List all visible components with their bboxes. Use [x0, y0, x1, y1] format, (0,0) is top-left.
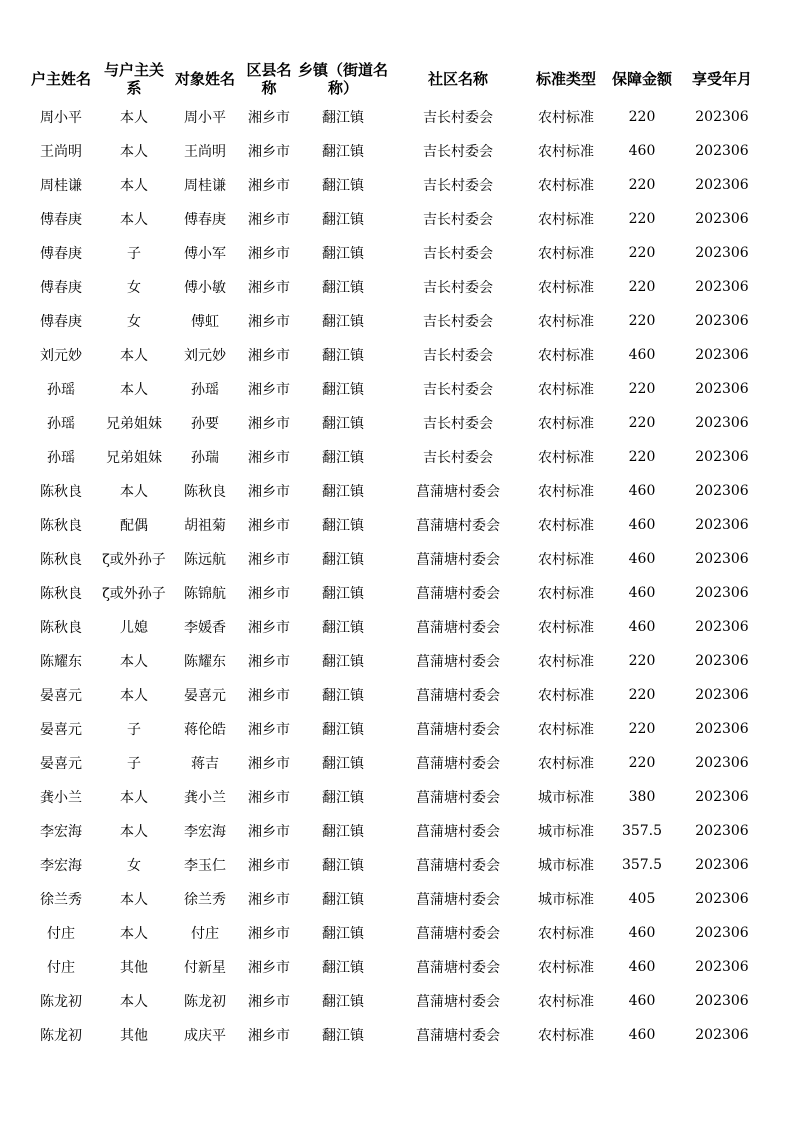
cell-town: 翻江镇 [322, 382, 364, 398]
header-amount: 保障金额 [611, 70, 672, 88]
cell-amount: 220 [628, 279, 656, 295]
table-row [24, 406, 764, 440]
cell-household-head: 陈龙初 [40, 994, 82, 1010]
cell-household-head: 陈秋良 [40, 586, 82, 602]
cell-household-head: 刘元妙 [40, 348, 82, 364]
header-town: 乡镇（街道名称） [298, 61, 388, 97]
cell-county: 湘乡市 [248, 518, 290, 534]
cell-relation: 子 [127, 246, 141, 262]
cell-county: 湘乡市 [248, 552, 290, 568]
cell-relation: 本人 [120, 484, 148, 500]
table-row [24, 678, 764, 712]
cell-year-month: 202306 [695, 449, 749, 465]
cell-year-month: 202306 [695, 109, 749, 125]
cell-community: 吉长村委会 [423, 314, 493, 330]
cell-year-month: 202306 [695, 347, 749, 363]
cell-year-month: 202306 [695, 245, 749, 261]
cell-community: 菖蒲塘村委会 [416, 824, 500, 840]
cell-year-month: 202306 [695, 381, 749, 397]
cell-community: 吉长村委会 [423, 246, 493, 262]
cell-town: 翻江镇 [322, 348, 364, 364]
cell-standard-type: 农村标准 [538, 552, 594, 568]
table-row [24, 372, 764, 406]
cell-amount: 460 [628, 517, 656, 533]
cell-county: 湘乡市 [248, 620, 290, 636]
table-row [24, 134, 764, 168]
table-row [24, 236, 764, 270]
cell-county: 湘乡市 [248, 722, 290, 738]
table-row [24, 474, 764, 508]
cell-county: 湘乡市 [248, 1028, 290, 1044]
table-row [24, 270, 764, 304]
cell-year-month: 202306 [695, 925, 749, 941]
cell-county: 湘乡市 [248, 450, 290, 466]
cell-standard-type: 农村标准 [538, 654, 594, 670]
cell-recipient-name: 周小平 [184, 110, 226, 126]
cell-recipient-name: 成庆平 [184, 1028, 226, 1044]
table-row [24, 202, 764, 236]
cell-town: 翻江镇 [322, 552, 364, 568]
cell-county: 湘乡市 [248, 144, 290, 160]
cell-community: 吉长村委会 [423, 212, 493, 228]
cell-amount: 220 [628, 109, 656, 125]
cell-relation: 兄弟姐妹 [106, 450, 162, 466]
cell-amount: 460 [628, 143, 656, 159]
cell-recipient-name: 陈龙初 [184, 994, 226, 1010]
cell-town: 翻江镇 [322, 518, 364, 534]
cell-standard-type: 农村标准 [538, 756, 594, 772]
cell-town: 翻江镇 [322, 144, 364, 160]
cell-community: 菖蒲塘村委会 [416, 484, 500, 500]
table-row [24, 712, 764, 746]
table-row [24, 440, 764, 474]
cell-standard-type: 城市标准 [538, 824, 594, 840]
cell-recipient-name: 周桂谦 [184, 178, 226, 194]
cell-community: 菖蒲塘村委会 [416, 1028, 500, 1044]
cell-community: 吉长村委会 [423, 348, 493, 364]
cell-year-month: 202306 [695, 585, 749, 601]
cell-year-month: 202306 [695, 313, 749, 329]
cell-town: 翻江镇 [322, 620, 364, 636]
cell-recipient-name: 陈秋良 [184, 484, 226, 500]
table-row [24, 168, 764, 202]
cell-community: 菖蒲塘村委会 [416, 722, 500, 738]
table-row [24, 304, 764, 338]
table-row [24, 814, 764, 848]
cell-year-month: 202306 [695, 993, 749, 1009]
table-row [24, 746, 764, 780]
cell-relation: ζ或外孙子 [102, 586, 166, 602]
header-relation: 与户主关系 [103, 61, 164, 97]
table-row [24, 984, 764, 1018]
cell-county: 湘乡市 [248, 348, 290, 364]
cell-household-head: 孙瑶 [47, 416, 75, 432]
cell-year-month: 202306 [695, 211, 749, 227]
cell-household-head: 李宏海 [40, 858, 82, 874]
cell-community: 菖蒲塘村委会 [416, 960, 500, 976]
cell-recipient-name: 晏喜元 [184, 688, 226, 704]
cell-standard-type: 农村标准 [538, 178, 594, 194]
table-header [24, 58, 764, 100]
cell-recipient-name: 陈远航 [184, 552, 226, 568]
cell-community: 吉长村委会 [423, 178, 493, 194]
cell-county: 湘乡市 [248, 858, 290, 874]
cell-household-head: 龚小兰 [40, 790, 82, 806]
cell-standard-type: 农村标准 [538, 348, 594, 364]
table-row [24, 950, 764, 984]
cell-household-head: 傅春庚 [40, 212, 82, 228]
cell-town: 翻江镇 [322, 994, 364, 1010]
cell-standard-type: 农村标准 [538, 620, 594, 636]
cell-amount: 220 [628, 245, 656, 261]
cell-recipient-name: 孙要 [191, 416, 219, 432]
cell-amount: 220 [628, 687, 656, 703]
cell-amount: 220 [628, 381, 656, 397]
cell-year-month: 202306 [695, 721, 749, 737]
table-row [24, 848, 764, 882]
cell-amount: 220 [628, 449, 656, 465]
cell-relation: 本人 [120, 212, 148, 228]
cell-relation: 其他 [120, 960, 148, 976]
cell-community: 菖蒲塘村委会 [416, 688, 500, 704]
cell-town: 翻江镇 [322, 246, 364, 262]
cell-amount: 220 [628, 211, 656, 227]
cell-standard-type: 农村标准 [538, 382, 594, 398]
cell-town: 翻江镇 [322, 790, 364, 806]
cell-year-month: 202306 [695, 551, 749, 567]
cell-town: 翻江镇 [322, 212, 364, 228]
cell-household-head: 孙瑶 [47, 450, 75, 466]
document-page [24, 58, 764, 1052]
cell-relation: 其他 [120, 1028, 148, 1044]
cell-recipient-name: 李媛香 [184, 620, 226, 636]
cell-year-month: 202306 [695, 891, 749, 907]
table-row [24, 644, 764, 678]
cell-standard-type: 城市标准 [538, 790, 594, 806]
cell-town: 翻江镇 [322, 654, 364, 670]
header-household-head: 户主姓名 [30, 70, 91, 88]
cell-town: 翻江镇 [322, 824, 364, 840]
cell-recipient-name: 孙瑞 [191, 450, 219, 466]
cell-town: 翻江镇 [322, 960, 364, 976]
cell-community: 菖蒲塘村委会 [416, 926, 500, 942]
cell-town: 翻江镇 [322, 416, 364, 432]
cell-town: 翻江镇 [322, 1028, 364, 1044]
cell-standard-type: 农村标准 [538, 212, 594, 228]
cell-community: 吉长村委会 [423, 280, 493, 296]
cell-relation: 本人 [120, 824, 148, 840]
cell-community: 菖蒲塘村委会 [416, 994, 500, 1010]
cell-community: 菖蒲塘村委会 [416, 892, 500, 908]
cell-amount: 460 [628, 483, 656, 499]
cell-recipient-name: 龚小兰 [184, 790, 226, 806]
cell-standard-type: 农村标准 [538, 688, 594, 704]
cell-amount: 380 [628, 789, 656, 805]
cell-standard-type: 农村标准 [538, 450, 594, 466]
cell-recipient-name: 傅春庚 [184, 212, 226, 228]
cell-amount: 220 [628, 313, 656, 329]
cell-community: 菖蒲塘村委会 [416, 790, 500, 806]
cell-standard-type: 农村标准 [538, 416, 594, 432]
header-county: 区县名称 [246, 61, 292, 97]
cell-relation: 本人 [120, 926, 148, 942]
cell-relation: ζ或外孙子 [102, 552, 166, 568]
cell-relation: 女 [127, 280, 141, 296]
cell-year-month: 202306 [695, 279, 749, 295]
cell-standard-type: 农村标准 [538, 314, 594, 330]
cell-community: 菖蒲塘村委会 [416, 518, 500, 534]
cell-year-month: 202306 [695, 687, 749, 703]
cell-relation: 女 [127, 314, 141, 330]
cell-year-month: 202306 [695, 143, 749, 159]
table-row [24, 916, 764, 950]
cell-standard-type: 农村标准 [538, 722, 594, 738]
cell-recipient-name: 李宏海 [184, 824, 226, 840]
cell-amount: 220 [628, 653, 656, 669]
table-body [24, 100, 764, 1052]
cell-county: 湘乡市 [248, 790, 290, 806]
table-row [24, 576, 764, 610]
cell-relation: 兄弟姐妹 [106, 416, 162, 432]
cell-community: 吉长村委会 [423, 382, 493, 398]
cell-amount: 460 [628, 551, 656, 567]
cell-standard-type: 城市标准 [538, 858, 594, 874]
cell-amount: 220 [628, 755, 656, 771]
cell-amount: 460 [628, 619, 656, 635]
cell-standard-type: 农村标准 [538, 586, 594, 602]
cell-relation: 本人 [120, 382, 148, 398]
cell-year-month: 202306 [695, 789, 749, 805]
cell-recipient-name: 付庄 [191, 926, 219, 942]
cell-relation: 本人 [120, 790, 148, 806]
cell-household-head: 晏喜元 [40, 756, 82, 772]
cell-county: 湘乡市 [248, 178, 290, 194]
cell-county: 湘乡市 [248, 314, 290, 330]
cell-county: 湘乡市 [248, 756, 290, 772]
cell-town: 翻江镇 [322, 926, 364, 942]
cell-community: 吉长村委会 [423, 416, 493, 432]
table-row [24, 542, 764, 576]
cell-standard-type: 农村标准 [538, 1028, 594, 1044]
cell-county: 湘乡市 [248, 382, 290, 398]
cell-county: 湘乡市 [248, 926, 290, 942]
cell-recipient-name: 傅小敏 [184, 280, 226, 296]
cell-county: 湘乡市 [248, 824, 290, 840]
header-standard-type: 标准类型 [535, 70, 596, 88]
cell-household-head: 陈秋良 [40, 552, 82, 568]
cell-household-head: 傅春庚 [40, 314, 82, 330]
cell-household-head: 付庄 [47, 960, 75, 976]
cell-standard-type: 城市标准 [538, 892, 594, 908]
table-row [24, 780, 764, 814]
cell-town: 翻江镇 [322, 858, 364, 874]
cell-year-month: 202306 [695, 619, 749, 635]
cell-community: 菖蒲塘村委会 [416, 654, 500, 670]
cell-recipient-name: 傅小军 [184, 246, 226, 262]
cell-recipient-name: 蒋吉 [191, 756, 219, 772]
cell-town: 翻江镇 [322, 280, 364, 296]
cell-amount: 460 [628, 993, 656, 1009]
cell-amount: 460 [628, 347, 656, 363]
cell-town: 翻江镇 [322, 586, 364, 602]
cell-standard-type: 农村标准 [538, 960, 594, 976]
cell-household-head: 王尚明 [40, 144, 82, 160]
cell-amount: 220 [628, 177, 656, 193]
cell-relation: 子 [127, 756, 141, 772]
cell-relation: 本人 [120, 110, 148, 126]
cell-town: 翻江镇 [322, 756, 364, 772]
cell-relation: 本人 [120, 348, 148, 364]
cell-relation: 本人 [120, 892, 148, 908]
cell-recipient-name: 刘元妙 [184, 348, 226, 364]
cell-recipient-name: 徐兰秀 [184, 892, 226, 908]
cell-household-head: 陈耀东 [40, 654, 82, 670]
cell-year-month: 202306 [695, 653, 749, 669]
cell-standard-type: 农村标准 [538, 246, 594, 262]
table-row [24, 610, 764, 644]
cell-town: 翻江镇 [322, 484, 364, 500]
cell-community: 吉长村委会 [423, 110, 493, 126]
cell-community: 吉长村委会 [423, 144, 493, 160]
cell-community: 菖蒲塘村委会 [416, 756, 500, 772]
table-row [24, 338, 764, 372]
cell-relation: 本人 [120, 144, 148, 160]
cell-relation: 本人 [120, 994, 148, 1010]
cell-household-head: 付庄 [47, 926, 75, 942]
cell-county: 湘乡市 [248, 110, 290, 126]
cell-household-head: 晏喜元 [40, 722, 82, 738]
cell-county: 湘乡市 [248, 416, 290, 432]
cell-year-month: 202306 [695, 415, 749, 431]
cell-standard-type: 农村标准 [538, 994, 594, 1010]
cell-household-head: 傅春庚 [40, 280, 82, 296]
cell-county: 湘乡市 [248, 892, 290, 908]
cell-recipient-name: 陈耀东 [184, 654, 226, 670]
cell-year-month: 202306 [695, 177, 749, 193]
cell-year-month: 202306 [695, 857, 749, 873]
cell-household-head: 晏喜元 [40, 688, 82, 704]
cell-county: 湘乡市 [248, 960, 290, 976]
table-row [24, 100, 764, 134]
cell-amount: 460 [628, 959, 656, 975]
cell-county: 湘乡市 [248, 212, 290, 228]
header-row [24, 58, 764, 100]
cell-household-head: 周桂谦 [40, 178, 82, 194]
cell-standard-type: 农村标准 [538, 926, 594, 942]
subsidy-table [24, 58, 764, 1052]
cell-community: 菖蒲塘村委会 [416, 552, 500, 568]
cell-recipient-name: 李玉仁 [184, 858, 226, 874]
cell-relation: 本人 [120, 688, 148, 704]
cell-household-head: 周小平 [40, 110, 82, 126]
cell-county: 湘乡市 [248, 654, 290, 670]
cell-year-month: 202306 [695, 959, 749, 975]
cell-standard-type: 农村标准 [538, 518, 594, 534]
header-community: 社区名称 [427, 70, 488, 88]
cell-standard-type: 农村标准 [538, 484, 594, 500]
cell-town: 翻江镇 [322, 688, 364, 704]
cell-community: 菖蒲塘村委会 [416, 586, 500, 602]
cell-household-head: 陈秋良 [40, 518, 82, 534]
cell-year-month: 202306 [695, 517, 749, 533]
cell-household-head: 李宏海 [40, 824, 82, 840]
cell-amount: 220 [628, 721, 656, 737]
cell-recipient-name: 孙瑶 [191, 382, 219, 398]
table-row [24, 508, 764, 542]
cell-relation: 本人 [120, 654, 148, 670]
cell-household-head: 陈秋良 [40, 484, 82, 500]
cell-county: 湘乡市 [248, 688, 290, 704]
cell-household-head: 傅春庚 [40, 246, 82, 262]
cell-standard-type: 农村标准 [538, 144, 594, 160]
cell-county: 湘乡市 [248, 246, 290, 262]
cell-community: 吉长村委会 [423, 450, 493, 466]
cell-relation: 子 [127, 722, 141, 738]
cell-town: 翻江镇 [322, 450, 364, 466]
cell-community: 菖蒲塘村委会 [416, 620, 500, 636]
table-row [24, 1018, 764, 1052]
table-row [24, 882, 764, 916]
cell-town: 翻江镇 [322, 892, 364, 908]
cell-relation: 本人 [120, 178, 148, 194]
cell-year-month: 202306 [695, 1027, 749, 1043]
cell-year-month: 202306 [695, 483, 749, 499]
cell-town: 翻江镇 [322, 178, 364, 194]
cell-county: 湘乡市 [248, 994, 290, 1010]
cell-standard-type: 农村标准 [538, 280, 594, 296]
cell-county: 湘乡市 [248, 484, 290, 500]
cell-community: 菖蒲塘村委会 [416, 858, 500, 874]
cell-household-head: 陈秋良 [40, 620, 82, 636]
cell-amount: 357.5 [621, 823, 663, 839]
cell-year-month: 202306 [695, 755, 749, 771]
cell-recipient-name: 蒋伦皓 [184, 722, 226, 738]
cell-amount: 460 [628, 925, 656, 941]
cell-household-head: 徐兰秀 [40, 892, 82, 908]
cell-recipient-name: 付新星 [184, 960, 226, 976]
header-recipient-name: 对象姓名 [174, 70, 235, 88]
cell-recipient-name: 胡祖菊 [184, 518, 226, 534]
cell-relation: 女 [127, 858, 141, 874]
cell-standard-type: 农村标准 [538, 110, 594, 126]
cell-amount: 405 [628, 891, 656, 907]
cell-household-head: 孙瑶 [47, 382, 75, 398]
cell-amount: 460 [628, 1027, 656, 1043]
header-year-month: 享受年月 [691, 70, 752, 88]
cell-recipient-name: 王尚明 [184, 144, 226, 160]
cell-relation: 配偶 [120, 518, 148, 534]
cell-county: 湘乡市 [248, 586, 290, 602]
cell-recipient-name: 傅虹 [191, 314, 219, 330]
cell-amount: 460 [628, 585, 656, 601]
cell-county: 湘乡市 [248, 280, 290, 296]
cell-town: 翻江镇 [322, 722, 364, 738]
cell-household-head: 陈龙初 [40, 1028, 82, 1044]
cell-town: 翻江镇 [322, 110, 364, 126]
cell-town: 翻江镇 [322, 314, 364, 330]
cell-amount: 220 [628, 415, 656, 431]
cell-recipient-name: 陈锦航 [184, 586, 226, 602]
cell-relation: 儿媳 [120, 620, 148, 636]
cell-year-month: 202306 [695, 823, 749, 839]
cell-amount: 357.5 [621, 857, 663, 873]
